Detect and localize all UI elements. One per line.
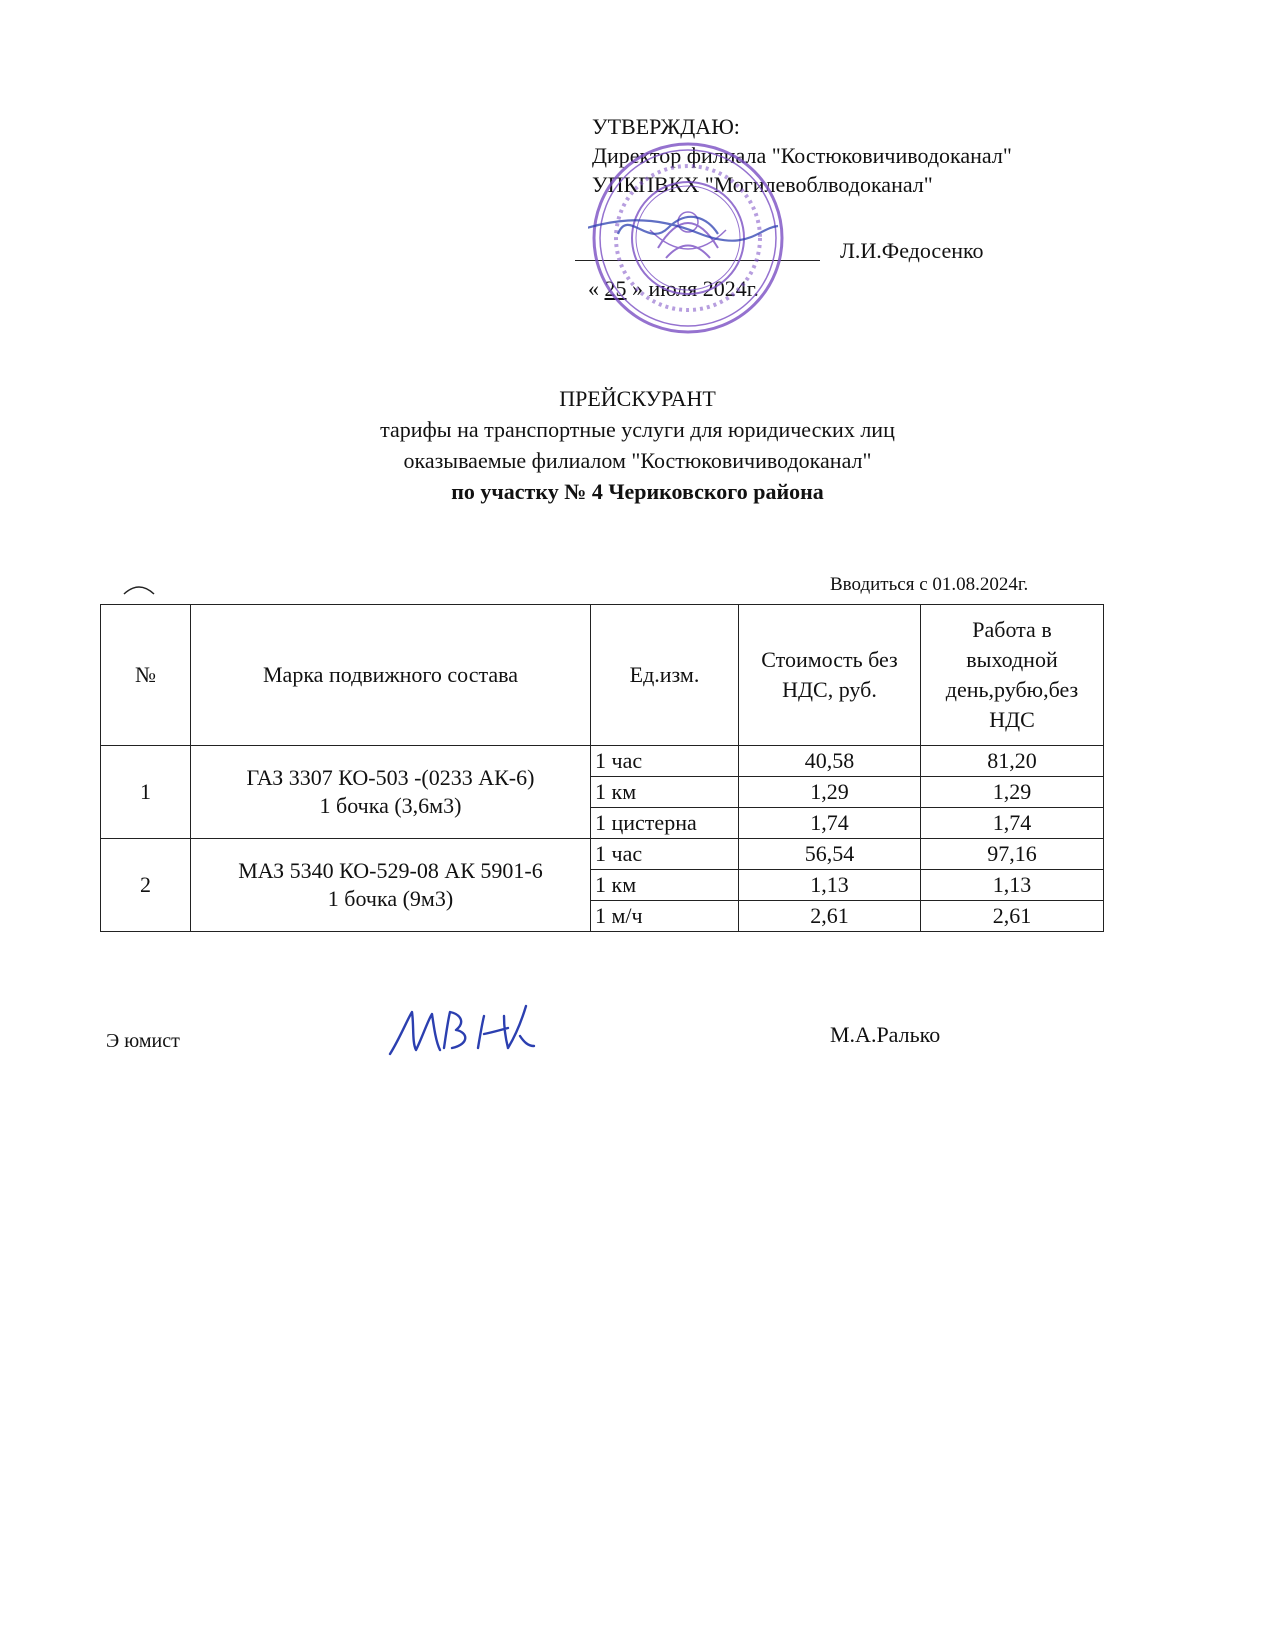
header-weekend-line1: Работа в	[972, 617, 1052, 642]
unit-cell: 1 час	[591, 839, 739, 870]
document-title	[0, 383, 1275, 507]
header-unit: Ед.изм.	[591, 605, 739, 746]
vehicle-brand-line1: МАЗ 5340 КО-529-08 АК 5901-6	[238, 858, 543, 883]
header-weekend-line3: день,рубю,без	[945, 677, 1079, 702]
unit-cell: 1 цистерна	[591, 808, 739, 839]
approval-position-line1: Директор филиала "Костюковичиводоканал"	[592, 143, 1012, 168]
director-name: Л.И.Федосенко	[840, 238, 984, 263]
official-stamp-icon	[588, 138, 788, 338]
economist-signature-icon	[386, 998, 536, 1068]
cost-cell: 2,61	[739, 901, 921, 932]
title-area: по участку № 4 Чериковского района	[451, 479, 824, 504]
weekend-cell: 2,61	[921, 901, 1104, 932]
unit-cell: 1 км	[591, 777, 739, 808]
weekend-cell: 1,13	[921, 870, 1104, 901]
header-cost-line2: НДС, руб.	[782, 677, 877, 702]
approval-heading: УТВЕРЖДАЮ:	[592, 114, 740, 139]
unit-cell: 1 час	[591, 746, 739, 777]
price-table	[100, 604, 1104, 932]
date-rest: июля 2024г.	[648, 276, 759, 301]
cost-cell: 40,58	[739, 746, 921, 777]
price-table-wrap	[100, 604, 1104, 932]
cost-cell: 56,54	[739, 839, 921, 870]
approval-position-line2: УПКПВКХ "Могилевоблводоканал"	[592, 172, 933, 197]
vehicle-brand-line2: 1 бочка (3,6м3)	[319, 793, 462, 818]
header-no: №	[101, 605, 191, 746]
unit-cell: 1 м/ч	[591, 901, 739, 932]
weekend-cell: 1,29	[921, 777, 1104, 808]
economist-name: М.А.Ралько	[830, 1022, 941, 1047]
title-subtitle1: тарифы на транспортные услуги для юридических лиц	[380, 417, 895, 442]
cost-cell: 1,74	[739, 808, 921, 839]
unit-cell: 1 км	[591, 870, 739, 901]
table-row	[101, 839, 1104, 870]
header-cost	[739, 605, 921, 746]
header-brand: Марка подвижного состава	[191, 605, 591, 746]
cost-cell: 1,29	[739, 777, 921, 808]
weekend-cell: 1,74	[921, 808, 1104, 839]
pen-mark-icon	[122, 582, 156, 596]
header-weekend-line2: выходной	[966, 647, 1058, 672]
date-open-quote: «	[588, 276, 599, 301]
vehicle-brand	[191, 839, 591, 932]
weekend-cell: 97,16	[921, 839, 1104, 870]
header-weekend-line4: НДС	[989, 707, 1035, 732]
table-row	[101, 746, 1104, 777]
cost-cell: 1,13	[739, 870, 921, 901]
effective-date: Вводиться с 01.08.2024г.	[830, 574, 1029, 595]
header-weekend	[921, 605, 1104, 746]
vehicle-brand-line1: ГАЗ 3307 КО-503 -(0233 АК-6)	[246, 765, 535, 790]
vehicle-brand-line2: 1 бочка (9м3)	[327, 886, 454, 911]
date-day: 25	[604, 276, 627, 301]
economist-role: Э юмист	[106, 1030, 180, 1052]
title-pricelist: ПРЕЙСКУРАНТ	[559, 386, 716, 411]
header-cost-line1: Стоимость без	[761, 647, 898, 672]
vehicle-brand	[191, 746, 591, 839]
table-header-row	[101, 605, 1104, 746]
title-subtitle2: оказываемые филиалом "Костюковичиводоканал"	[403, 448, 872, 473]
row-number: 1	[101, 746, 191, 839]
date-close-quote: »	[632, 276, 643, 301]
weekend-cell: 81,20	[921, 746, 1104, 777]
row-number: 2	[101, 839, 191, 932]
